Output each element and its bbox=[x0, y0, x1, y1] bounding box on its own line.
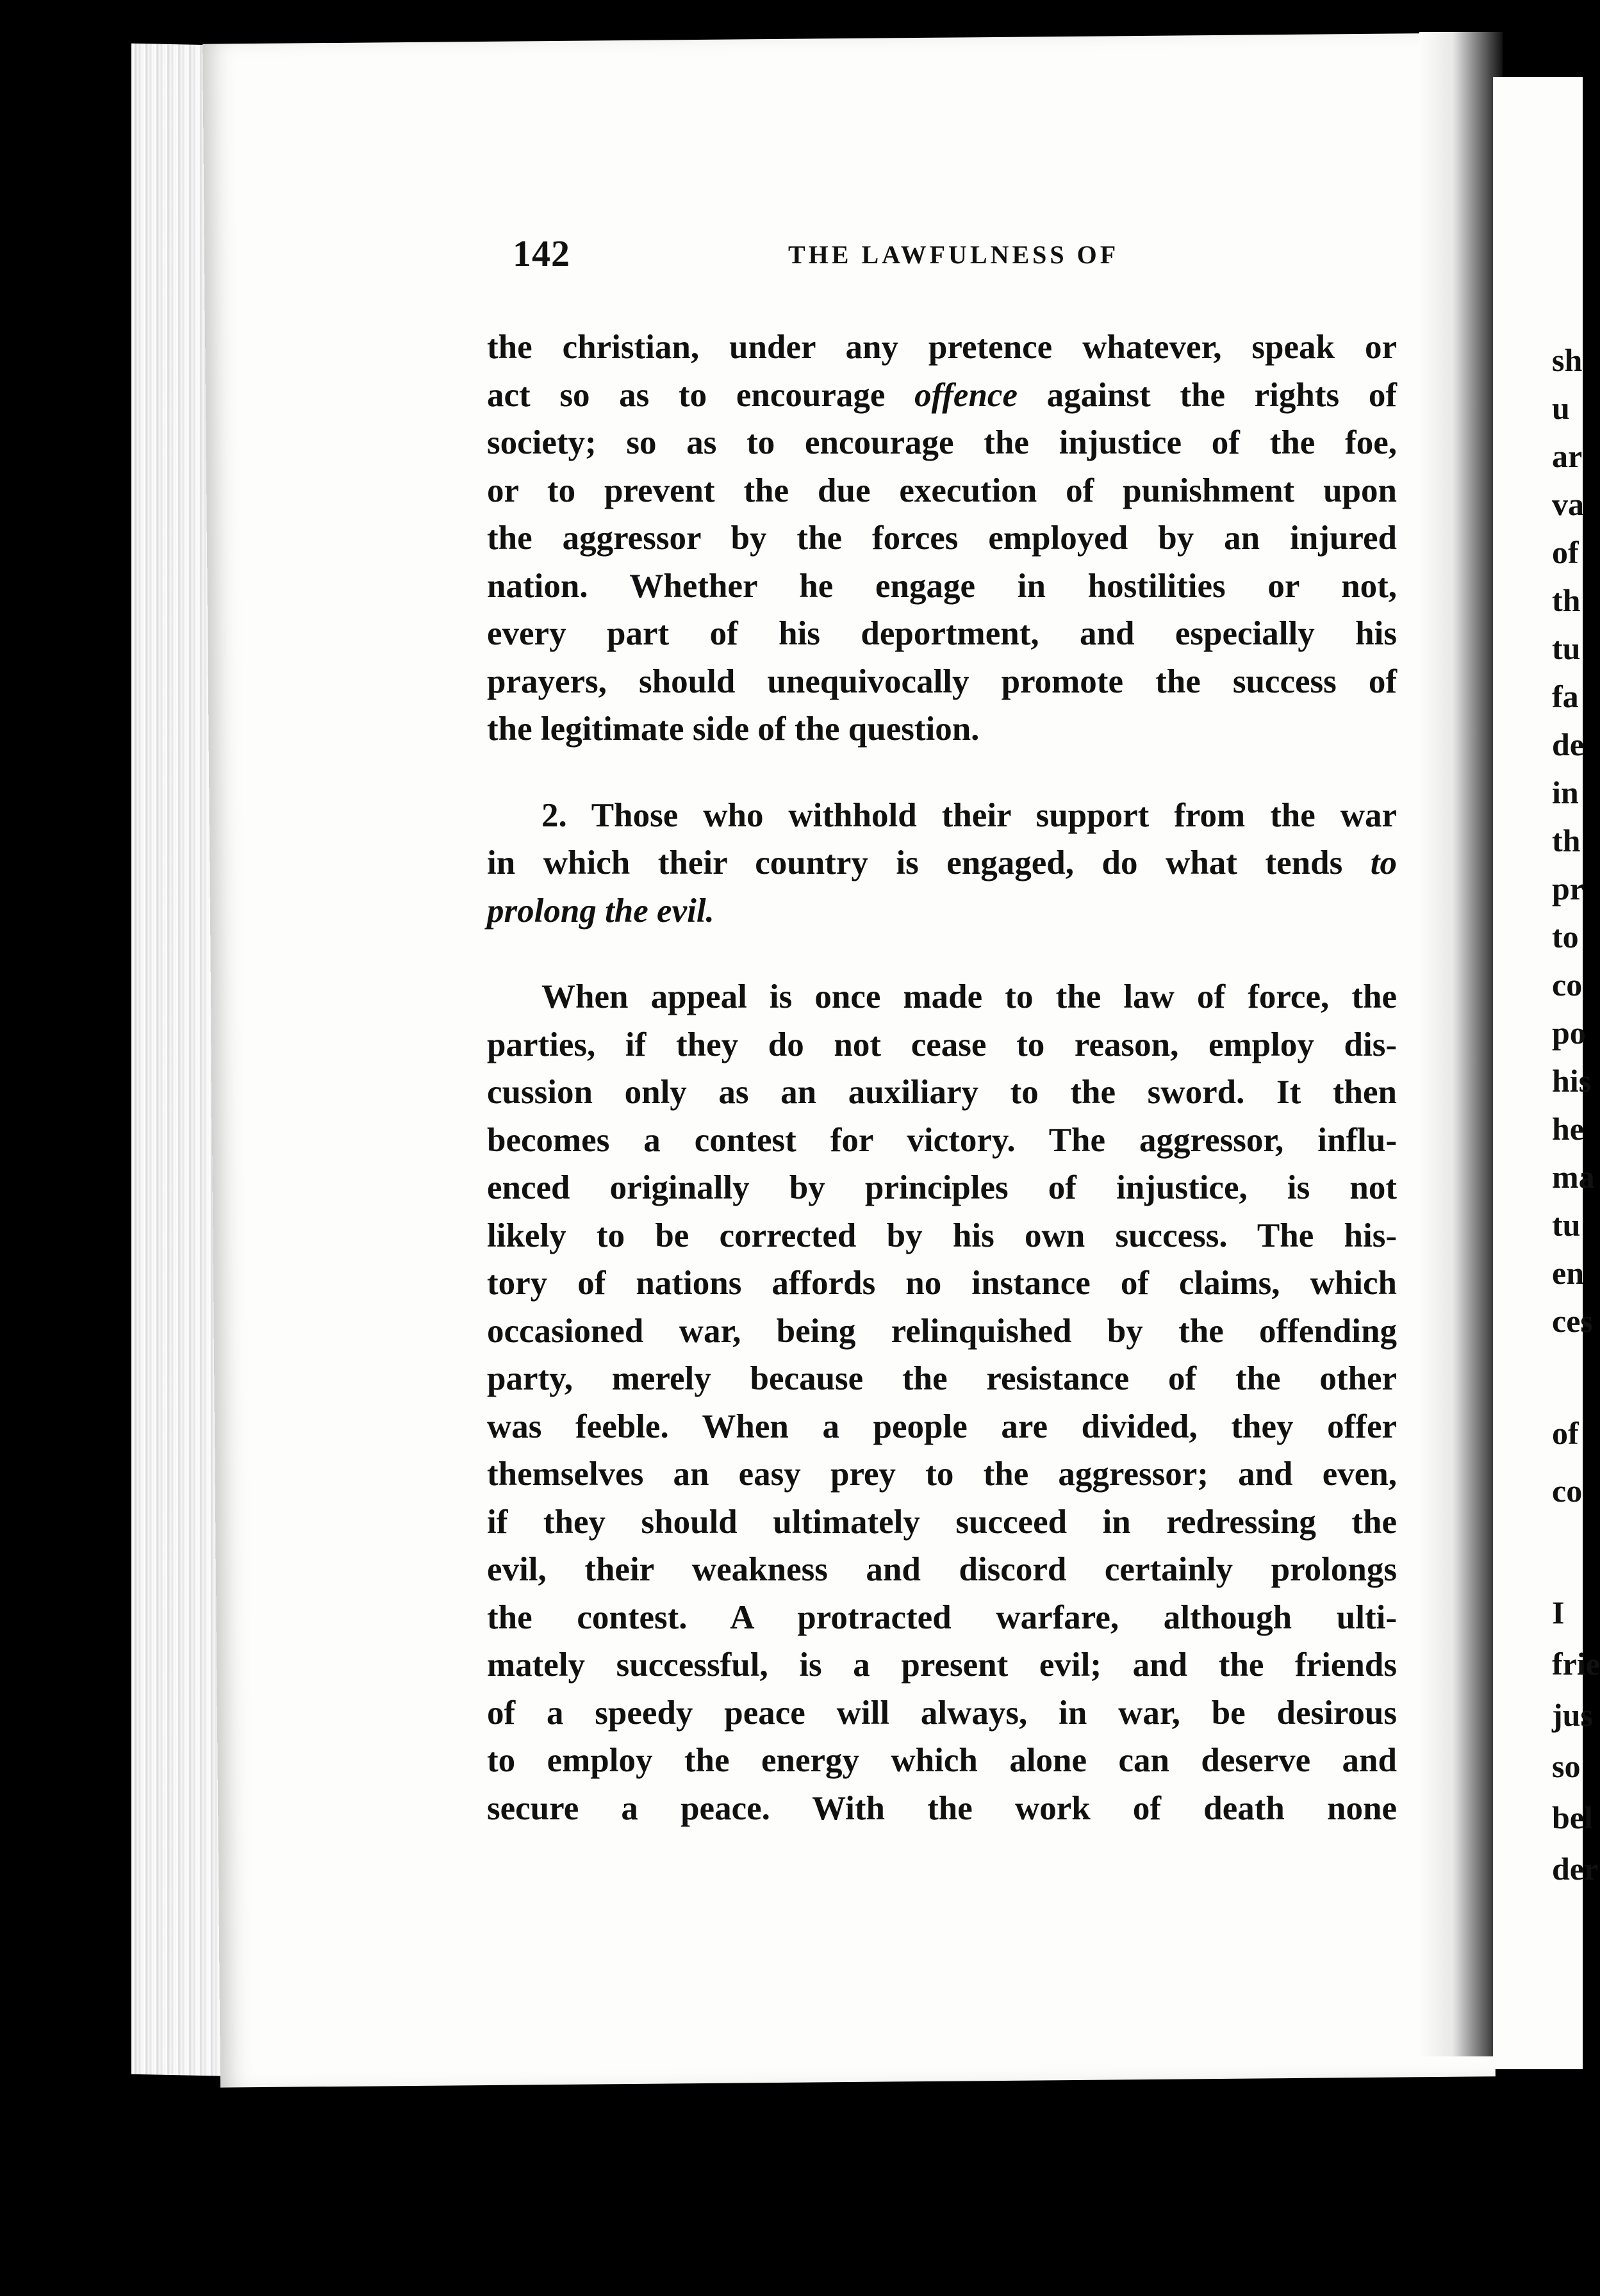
facing-page-fragment: frie bbox=[1552, 1646, 1600, 1682]
facing-page-fragment: to bbox=[1552, 919, 1579, 955]
facing-page-fragment: jus bbox=[1552, 1697, 1593, 1733]
italic-word: offence bbox=[914, 376, 1018, 414]
text-line: likely to be corrected by his own success. The his- bbox=[487, 1217, 1397, 1254]
body-text bbox=[487, 324, 1397, 1832]
page-number: 142 bbox=[513, 233, 570, 274]
facing-page-fragment: th bbox=[1552, 823, 1581, 858]
italic-phrase: prolong the evil. bbox=[487, 892, 714, 930]
text-line: the christian, under any pretence whatever, speak or bbox=[487, 329, 1397, 366]
facing-page-fragment: tu bbox=[1552, 630, 1581, 666]
facing-page-fragment: sh bbox=[1552, 342, 1583, 378]
facing-page-fragment: va bbox=[1552, 486, 1584, 522]
facing-page-fragment: en bbox=[1552, 1255, 1584, 1291]
text-line: in which their country is engaged, do what tends to bbox=[487, 844, 1397, 882]
facing-page-fragment: u bbox=[1552, 390, 1570, 426]
text-line: 2. Those who withhold their support from the war bbox=[541, 796, 1397, 834]
text-line: prayers, should unequivocally promote the success of bbox=[487, 662, 1397, 700]
text-line: When appeal is once made to the law of force, the bbox=[541, 978, 1397, 1015]
text-line: or to prevent the due execution of punishment upon bbox=[487, 472, 1397, 509]
text-line: enced originally by principles of injustice, is not bbox=[487, 1169, 1397, 1206]
facing-page-fragment: ces bbox=[1552, 1303, 1593, 1339]
text-line: becomes a contest for victory. The aggressor, influ- bbox=[487, 1121, 1397, 1159]
facing-page-fragment: po bbox=[1552, 1015, 1586, 1051]
text-line: evil, their weakness and discord certainly prolongs bbox=[487, 1551, 1397, 1588]
text-line: the legitimate side of the question. bbox=[487, 710, 980, 748]
facing-page-fragment: th bbox=[1552, 582, 1581, 618]
text-line: was feeble. When a people are divided, they offer bbox=[487, 1407, 1397, 1445]
text-line: secure a peace. With the work of death none bbox=[487, 1789, 1397, 1827]
text-line: if they should ultimately succeed in redressing the bbox=[487, 1503, 1397, 1541]
text-line: the aggressor by the forces employed by an injured bbox=[487, 520, 1397, 557]
facing-page-fragment: of bbox=[1552, 1415, 1579, 1451]
text-line: mately successful, is a present evil; and the friends bbox=[487, 1646, 1397, 1684]
text-line bbox=[487, 887, 1397, 935]
text-line: nation. Whether he engage in hostilities or not, bbox=[487, 567, 1397, 605]
text-line: act so as to encourage offence against the rights of bbox=[487, 376, 1398, 414]
facing-page-fragment: so bbox=[1552, 1748, 1581, 1784]
facing-page-fragment: his bbox=[1552, 1063, 1592, 1099]
text-line: society; so as to encourage the injustice of the foe, bbox=[487, 424, 1397, 461]
text-line: every part of his deportment, and especially his bbox=[487, 615, 1397, 652]
book-gutter bbox=[1419, 32, 1503, 2056]
text-line: tory of nations affords no instance of claims, which bbox=[487, 1265, 1397, 1302]
facing-page-fragment: in bbox=[1552, 775, 1579, 810]
facing-page-fragment: pr bbox=[1552, 871, 1584, 906]
facing-page-fragment: he bbox=[1552, 1111, 1584, 1147]
facing-page-fragment: of bbox=[1552, 534, 1579, 570]
facing-page-fragment: I bbox=[1552, 1595, 1565, 1630]
facing-page-fragment: ar bbox=[1552, 438, 1583, 474]
running-head bbox=[513, 232, 1410, 277]
facing-page-fragment: der bbox=[1552, 1851, 1599, 1887]
italic-phrase: to bbox=[1370, 844, 1397, 882]
facing-page-fragment: co bbox=[1552, 1473, 1583, 1509]
text-line: themselves an easy prey to the aggressor; and even, bbox=[487, 1456, 1397, 1493]
facing-page-fragment: tu bbox=[1552, 1207, 1581, 1243]
running-title: THE LAWFULNESS OF bbox=[788, 240, 1119, 269]
text-line: to employ the energy which alone can deserve and bbox=[487, 1742, 1397, 1779]
facing-page-fragment: co bbox=[1552, 967, 1583, 1003]
facing-page-fragment: ma bbox=[1552, 1159, 1595, 1195]
text-line: parties, if they do not cease to reason, employ dis- bbox=[487, 1026, 1397, 1063]
text-line: party, merely because the resistance of the other bbox=[487, 1360, 1397, 1397]
text-line: of a speedy peace will always, in war, be desirous bbox=[487, 1694, 1397, 1732]
facing-page-fragment: fa bbox=[1552, 678, 1579, 714]
facing-page-fragment: de bbox=[1552, 726, 1584, 762]
text-line: the contest. A protracted warfare, although ulti- bbox=[487, 1598, 1397, 1636]
text-line: occasioned war, being relinquished by the offending bbox=[487, 1312, 1397, 1350]
text-line: cussion only as an auxiliary to the sword. It then bbox=[487, 1074, 1397, 1111]
facing-page-fragment: bel bbox=[1552, 1800, 1593, 1835]
